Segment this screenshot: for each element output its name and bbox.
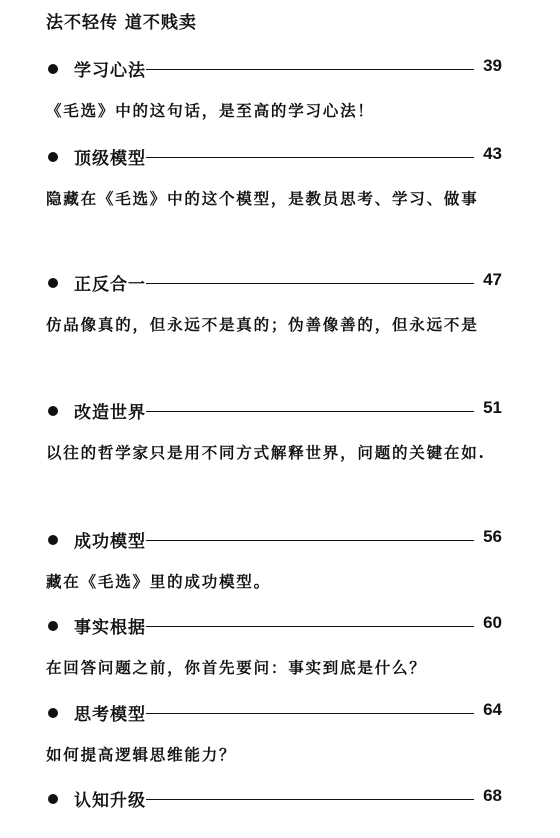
entry-title: 事实根据	[74, 613, 146, 638]
toc-entry[interactable]	[46, 527, 502, 555]
intro-line: 法不轻传 道不贱卖	[46, 13, 197, 33]
bullet-icon	[48, 621, 58, 631]
entry-description: 仿品像真的，但永远不是真的；伪善像善的，但永远不是	[46, 315, 479, 334]
entry-page-number: 60	[483, 613, 502, 632]
entry-title: 认知升级	[74, 786, 146, 811]
toc-entry[interactable]	[46, 786, 502, 814]
bullet-icon	[48, 535, 58, 545]
entry-description: 藏在《毛选》里的成功模型。	[46, 572, 271, 591]
entry-title: 顶级模型	[74, 144, 146, 169]
bullet-icon	[48, 278, 58, 288]
entry-title: 思考模型	[74, 700, 146, 725]
entry-description: 隐藏在《毛选》中的这个模型，是教员思考、学习、做事	[46, 189, 479, 208]
entry-title: 正反合一	[74, 270, 146, 295]
entry-description: 《毛选》中的这句话，是至高的学习心法！	[46, 101, 375, 120]
entry-page-number: 64	[483, 700, 502, 719]
entry-description: 在回答问题之前，你首先要问：事实到底是什么？	[46, 658, 427, 677]
entry-page-number: 43	[483, 144, 502, 163]
bullet-icon	[48, 64, 58, 74]
toc-entry[interactable]	[46, 398, 502, 426]
bullet-icon	[48, 794, 58, 804]
entry-description: 如何提高逻辑思维能力？	[46, 745, 237, 764]
entry-page-number: 68	[483, 786, 502, 805]
entry-title: 成功模型	[74, 527, 146, 552]
entry-page-number: 51	[483, 398, 502, 417]
entry-title: 改造世界	[74, 398, 146, 423]
entry-page-number: 56	[483, 527, 502, 546]
bullet-icon	[48, 708, 58, 718]
toc-entry[interactable]	[46, 144, 502, 172]
entry-title: 学习心法	[74, 56, 146, 81]
entry-description: 以往的哲学家只是用不同方式解释世界，问题的关键在如.	[46, 443, 486, 462]
toc-entry[interactable]	[46, 700, 502, 728]
entry-page-number: 39	[483, 56, 502, 75]
toc-entry[interactable]	[46, 56, 502, 84]
bullet-icon	[48, 152, 58, 162]
toc-entry[interactable]	[46, 613, 502, 641]
entry-page-number: 47	[483, 270, 502, 289]
bullet-icon	[48, 406, 58, 416]
toc-entry[interactable]	[46, 270, 502, 298]
